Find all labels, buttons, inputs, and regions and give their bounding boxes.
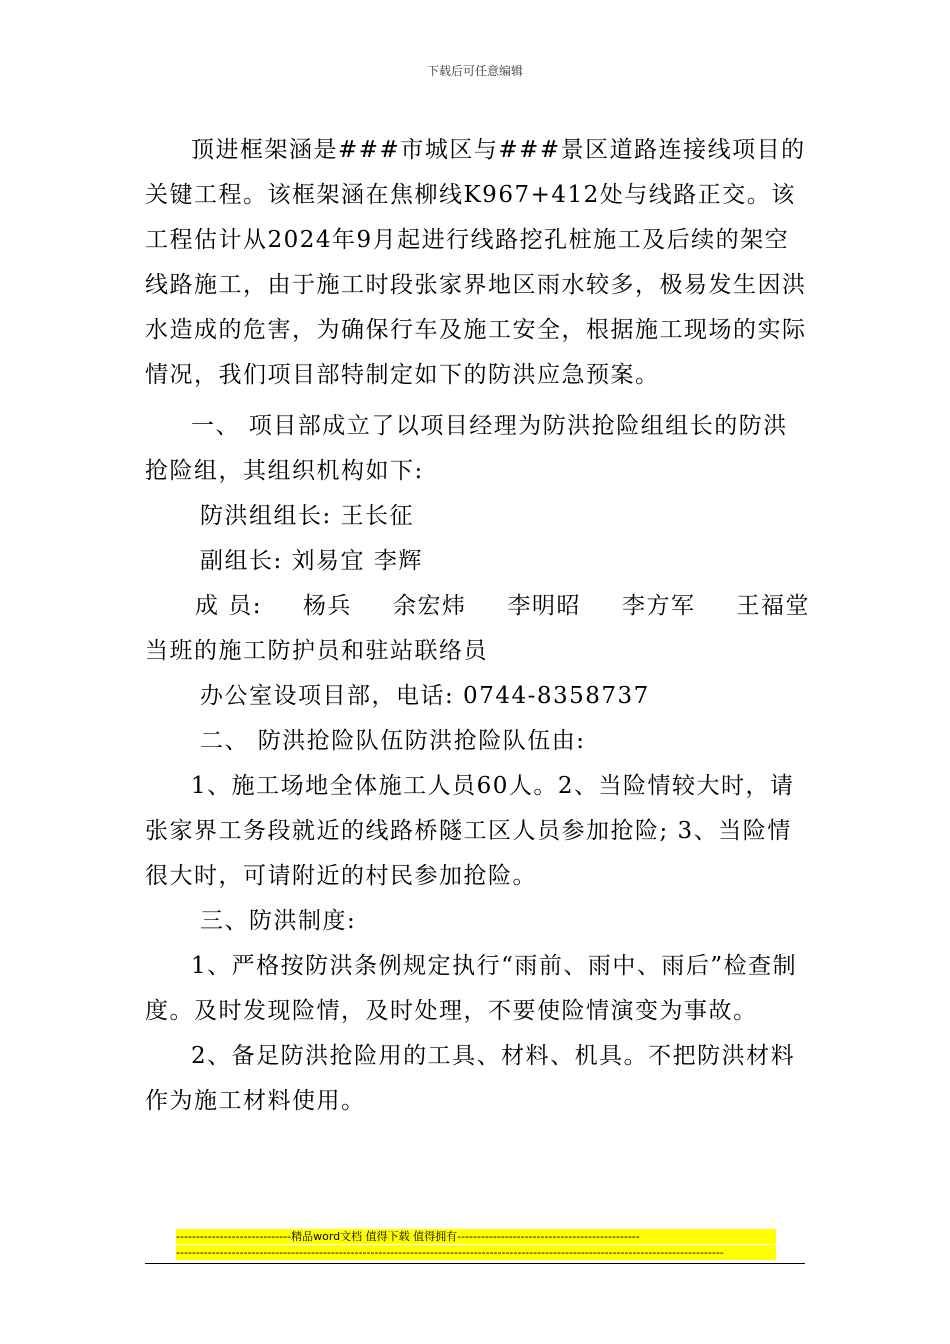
member-name: 李方军: [622, 593, 696, 619]
deputy-line: 副组长: 刘易宜 李辉: [200, 548, 423, 574]
footer-watermark-line: -----------------------------精品word文档 值得下载 值得拥有----------------------------------------------: [176, 1229, 776, 1244]
intro-paragraph: 顶进框架涵是###市城区与###景区道路连接线项目的关键工程。该框架涵在焦柳线K967+412处与线路正交。该工程估计从2024年9月起进行线路挖孔桩施工及后续的架空线路施工，由于施工时段张家界地区雨水较多，极易发生因洪水造成的危害，为确保行车及施工安全，根据施工现场的实际情况，我们项目部特制定如下的防洪应急预案。: [145, 137, 807, 388]
header-note: 下载后可任意编辑: [426, 64, 523, 78]
members-block: [145, 584, 810, 674]
footer-dash-line: ------------------------------------------------------------------------------------------------------------------------------------------: [176, 1245, 776, 1260]
document-body: [145, 128, 810, 1124]
section-2-body: 1、施工场地全体施工人员60人。2、当险情较大时，请张家界工务段就近的线路桥隧工区人员参加抢险; 3、当险情很大时，可请附近的村民参加抢险。: [145, 773, 795, 889]
leader-line: 防洪组组长: 王长征: [200, 503, 415, 529]
members-label: 成 员:: [195, 593, 263, 619]
member-name: 杨兵: [303, 593, 353, 619]
office-line: 办公室设项目部，电话: 0744-8358737: [200, 683, 650, 709]
members-tail: 当班的施工防护员和驻站联络员: [145, 638, 488, 664]
member-name: 余宏炜: [393, 593, 467, 619]
members-row: [145, 584, 810, 629]
section-2-heading: 二、 防洪抢险队伍防洪抢险队伍由:: [200, 728, 586, 754]
member-name: 李明昭: [507, 593, 582, 619]
section-3-heading: 三、防洪制度:: [200, 908, 357, 934]
member-name: 王福堂: [736, 593, 810, 619]
footer-rule: [145, 1263, 805, 1264]
rule-1: 1、严格按防洪条例规定执行“雨前、雨中、雨后”检查制度。及时发现险情，及时处理，不要使险情演变为事故。: [145, 953, 798, 1024]
rule-2: 2、备足防洪抢险用的工具、材料、机具。不把防洪材料作为施工材料使用。: [145, 1043, 796, 1114]
section-1-heading: 一、 项目部成立了以项目经理为防洪抢险组组长的防洪抢险组，其组织机构如下:: [145, 413, 788, 484]
